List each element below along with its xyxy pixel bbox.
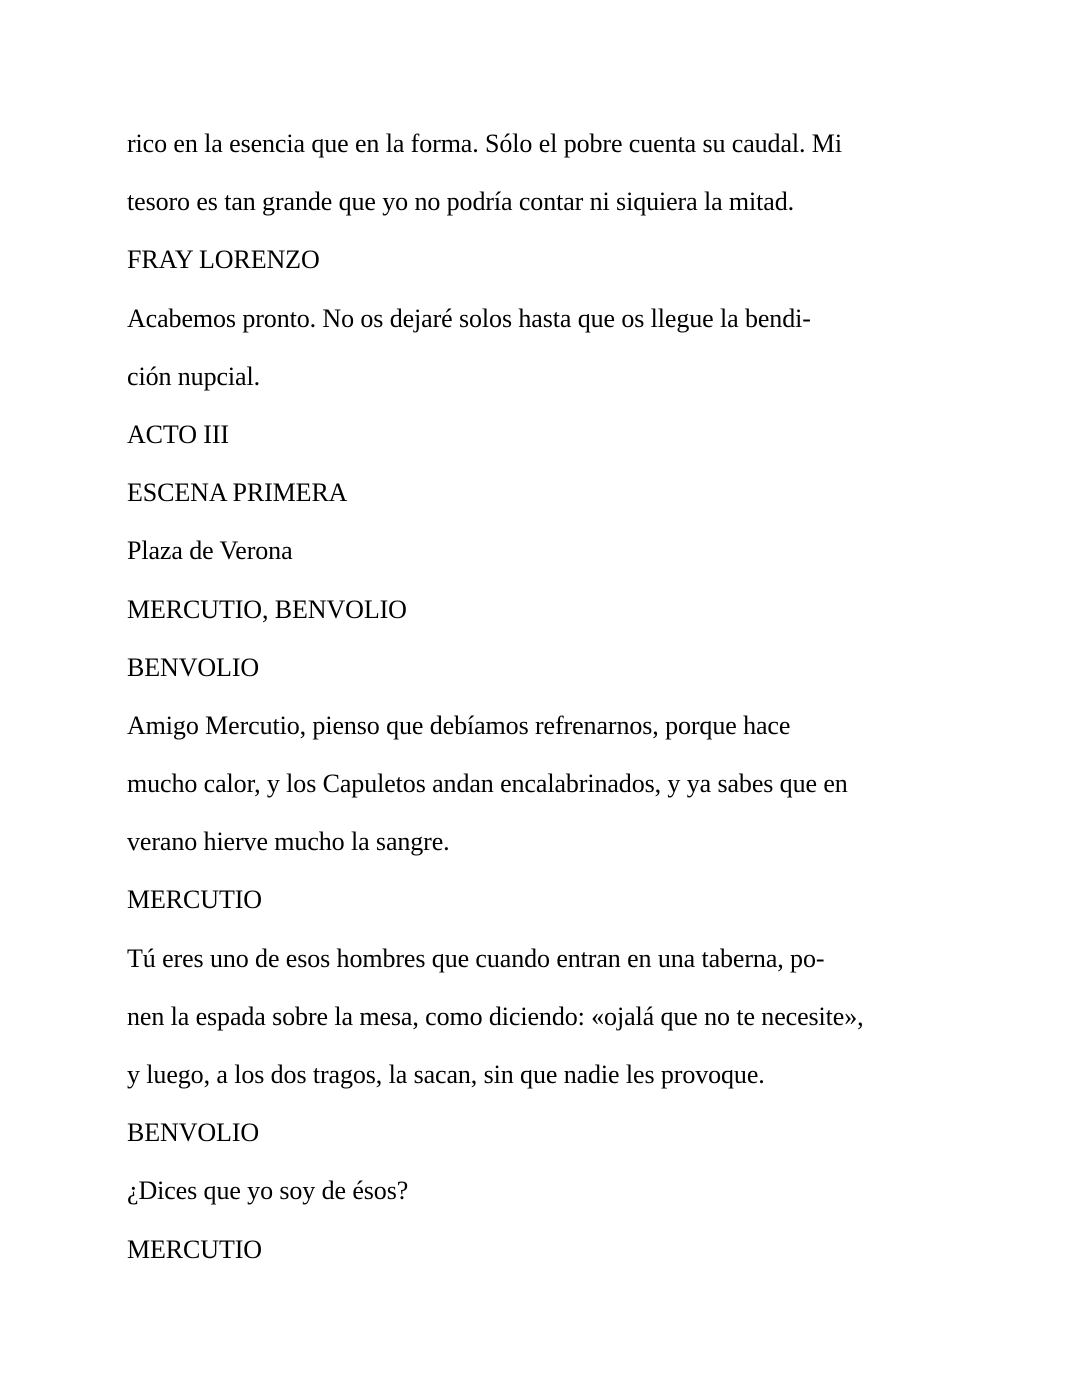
body-text-line: tesoro es tan grande que yo no podría contar ni siquiera la mitad. [127,187,795,217]
speaker-name: BENVOLIO [127,652,260,682]
speaker-name: MERCUTIO [127,1234,262,1264]
document-page [127,115,947,1279]
body-text-line: mucho calor, y los Capuletos andan encalabrinados, y ya sabes que en [127,769,848,799]
body-text-line: Tú eres uno de esos hombres que cuando entran en una taberna, po- [127,943,825,973]
characters-on-stage: MERCUTIO, BENVOLIO [127,594,407,624]
body-text-line: verano hierve mucho la sangre. [127,827,450,857]
speaker-name: FRAY LORENZO [127,245,320,275]
stage-setting: Plaza de Verona [127,536,293,566]
body-text-line: ción nupcial. [127,361,260,391]
body-text-line: Amigo Mercutio, pienso que debíamos refrenarnos, porque hace [127,710,791,740]
body-text-line: ¿Dices que yo soy de ésos? [127,1176,409,1206]
body-text-line: nen la espada sobre la mesa, como diciendo: «ojalá que no te necesite», [127,1001,864,1031]
body-text-line: y luego, a los dos tragos, la sacan, sin que nadie les provoque. [127,1060,765,1089]
scene-heading: ESCENA PRIMERA [127,478,348,508]
body-text-line: Acabemos pronto. No os dejaré solos hasta que os llegue la bendi- [127,303,811,333]
act-heading: ACTO III [127,419,229,449]
speaker-name: BENVOLIO [127,1118,260,1148]
speaker-name: MERCUTIO [127,885,262,915]
body-text-line: rico en la esencia que en la forma. Sólo el pobre cuenta su caudal. Mi [127,129,842,158]
